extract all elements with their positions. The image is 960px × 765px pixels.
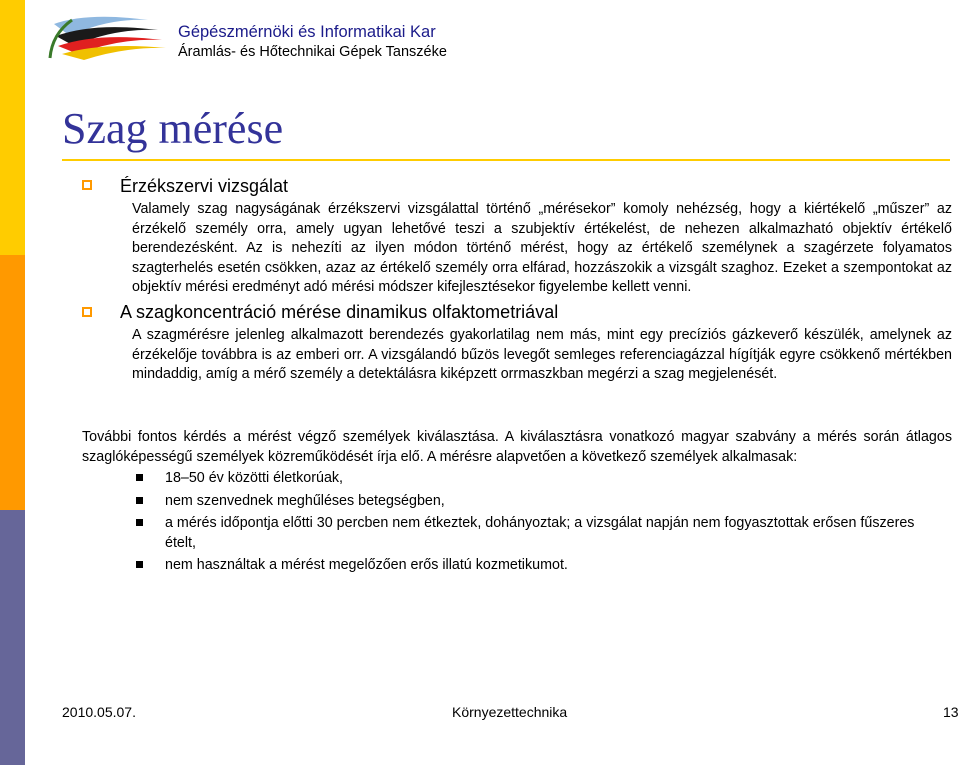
page-number: 13 (943, 704, 959, 720)
list-bullet-icon (136, 519, 143, 526)
list-item: 18–50 év közötti életkorúak, (165, 470, 344, 486)
section-heading: A szagkoncentráció mérése dinamikus olfaktometriával (120, 302, 559, 322)
square-bullet-icon (82, 180, 92, 190)
footer-title: Környezettechnika (452, 704, 568, 720)
selection-paragraph: További fontos kérdés a mérést végző személyek kiválasztása. A kiválasztásra vonatkozó magyar szabvány a mérés során átlagos szaglóképességű személyek közreműködését írja elő. A mérésre alapvetően a következő személyek alkalmasak: (82, 429, 952, 465)
slide-title: Szag mérése (62, 104, 284, 153)
title-underline (62, 159, 950, 161)
section-heading: Érzékszervi vizsgálat (120, 176, 289, 196)
list-item: a mérés időpontja előtti 30 percben nem étkeztek, dohányoztak; a vizsgálat napján nem fogyasztottak erősen fűszeres ételt, (165, 515, 915, 551)
side-bar-bottom (0, 510, 25, 765)
list-bullet-icon (136, 497, 143, 504)
list-bullet-icon (136, 561, 143, 568)
side-bar-top (0, 0, 25, 255)
university-logo (48, 14, 168, 62)
footer-date: 2010.05.07. (62, 704, 136, 720)
faculty-name: Gépészmérnöki és Informatikai Kar (178, 23, 436, 41)
square-bullet-icon (82, 307, 92, 317)
department-name: Áramlás- és Hőtechnikai Gépek Tanszéke (178, 44, 447, 60)
list-item: nem használtak a mérést megelőzően erős illatú kozmetikumot. (165, 557, 568, 573)
side-bar-middle (0, 255, 25, 510)
section-body: Valamely szag nagyságának érzékszervi vizsgálattal történő „mérésekor” komoly nehézség, hogy a kiértékelő „műszer” az érzékelő személy orra, amely ugyan lehetővé teszi a szubjektív értékelést, de nehezen alkalmazható objektív értékelő berendezésként. Az is nehezíti az ilyen módon történő mérést, hogy az értékelő személynek a szagérzete folyamatos szagterhelés esetén csökken, azaz az értékelő személy orra elfárad, hozzászokik a vizsgált szaghoz. Ezeket a szempontokat az objektív mérési eredményt adó mérési módszer kifejlesztésekor figyelembe kellett venni. (132, 201, 952, 295)
list-bullet-icon (136, 474, 143, 481)
section-body: A szagmérésre jelenleg alkalmazott berendezés gyakorlatilag nem más, mint egy precíziós gázkeverő készülék, amelynek az érzékelője továbbra is az emberi orr. A vizsgálandó bűzös levegőt semleges referenciagázzal hígítják egyre csökkenő mértékben mindaddig, amíg a mérő személy a detektálásra kiképzett orrmaszkban megérzi a szag megjelenését. (132, 327, 952, 382)
list-item: nem szenvednek meghűléses betegségben, (165, 493, 445, 509)
